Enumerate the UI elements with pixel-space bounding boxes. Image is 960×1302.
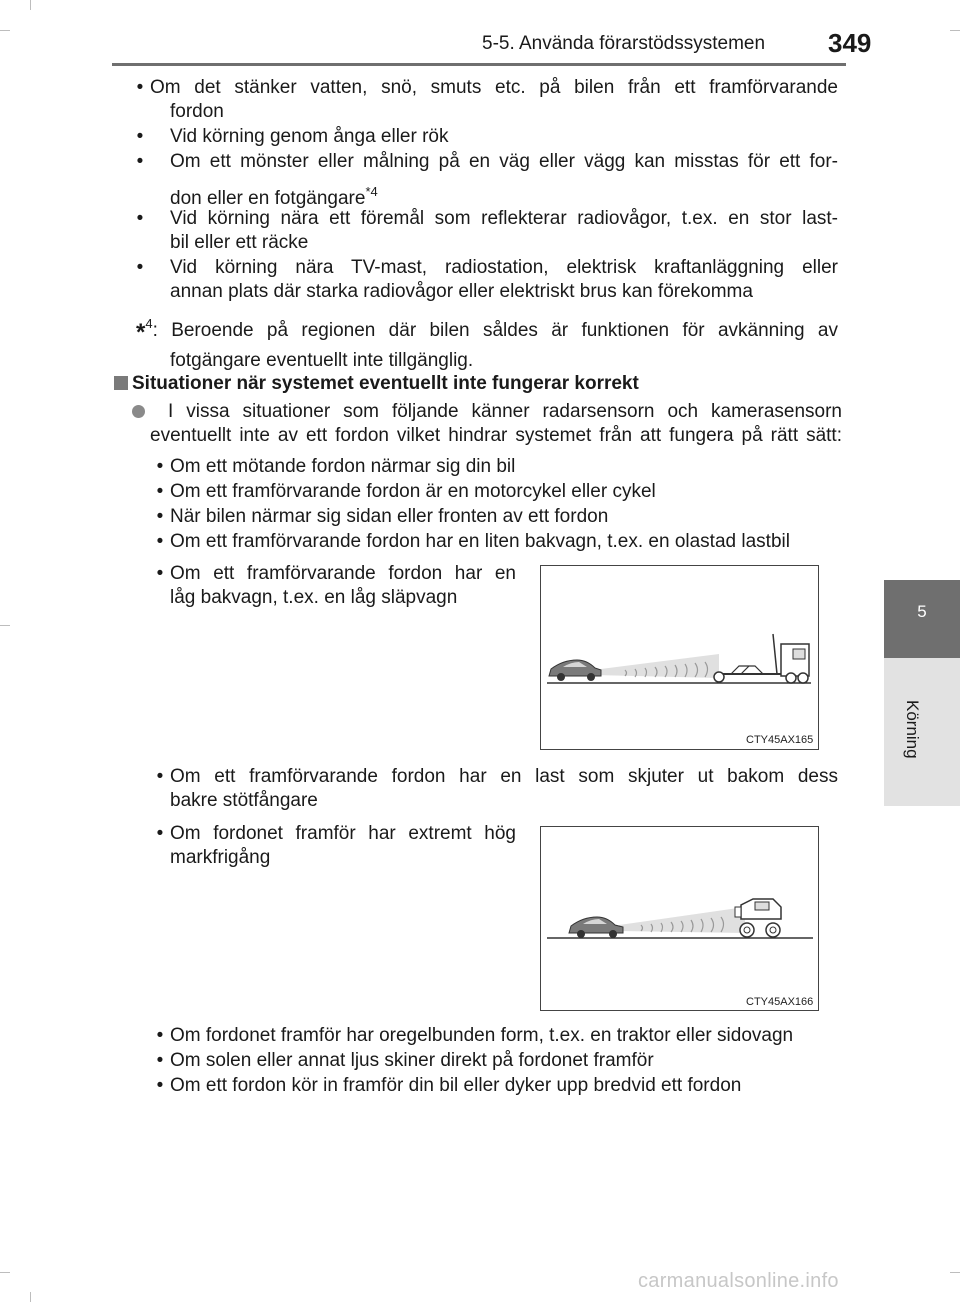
bullet-text: Vid körning nära TV-mast, radiostation, elektrisk kraftanläggning eller (170, 257, 838, 278)
bullet-list (150, 1024, 838, 1099)
footnote-line: fotgängare eventuellt inte tillgänglig. (170, 350, 474, 371)
footnote (136, 312, 838, 373)
bullet-item (150, 480, 838, 505)
bullet-text: don eller en fotgängare (170, 188, 366, 209)
section-heading (114, 372, 639, 396)
crop-mark (0, 30, 10, 31)
figure-code: CTY45AX166 (746, 996, 814, 1008)
bullet-item (136, 150, 838, 211)
crop-mark (950, 1272, 960, 1273)
crop-mark (950, 30, 960, 31)
bullet-item (136, 125, 838, 149)
bullet-text: Om ett framförvarande fordon har en last som skjuter ut bakom dess (170, 766, 838, 787)
figure-high-clearance (540, 826, 819, 1011)
square-bullet-icon (114, 376, 128, 390)
bullet: • (156, 766, 164, 787)
bullet-text: Om solen eller annat ljus skiner direkt på fordonet framför (170, 1050, 654, 1071)
bullet-item (150, 530, 838, 555)
truck-icon (714, 634, 809, 683)
circle-bullet-icon (132, 405, 145, 418)
page-number: 349 (828, 28, 872, 58)
suv-icon (735, 899, 781, 937)
bullet-item (150, 1074, 838, 1099)
crop-mark (30, 0, 31, 10)
watermark: carmanualsonline.info (638, 1270, 839, 1292)
bullet: • (156, 1025, 164, 1046)
bullet: • (156, 1050, 164, 1071)
bullet-text: Om ett mönster eller målning på en väg eller vägg kan misstas för ett for- (170, 151, 838, 172)
bullet: • (136, 151, 144, 172)
crop-mark (0, 625, 10, 626)
bullet-text: När bilen närmar sig sidan eller fronten av ett fordon (170, 506, 609, 527)
figure-low-trailer (540, 565, 819, 750)
bullet-item (150, 505, 838, 530)
footnote-star: * (136, 319, 146, 346)
chapter-tab (884, 580, 960, 658)
intro-line: eventuellt inte av ett fordon vilket hindrar systemet från att fungera på rätt sätt: (150, 425, 842, 446)
section-title: 5-5. Använda förarstödssystemen (482, 33, 766, 54)
bullet-text: Om ett fordon kör in framför din bil eller dyker upp bredvid ett fordon (170, 1075, 742, 1096)
bullet-item (150, 455, 838, 480)
bullet: • (156, 456, 164, 477)
figure-code: CTY45AX165 (746, 734, 814, 746)
footnote-text: : Beroende på regionen där bilen såldes är funktionen för avkänning av (152, 320, 838, 341)
intro-line: I vissa situationer som följande känner radarsensorn och kamerasensorn (168, 401, 842, 422)
low-trailer-illustration (541, 566, 817, 748)
bullet-item (150, 765, 838, 813)
car-icon (549, 660, 601, 681)
bullet-text: markfrigång (170, 847, 271, 868)
bullet: • (156, 823, 164, 844)
bullet-text: Om ett framförvarande fordon är en motorcykel eller cykel (170, 481, 656, 502)
bullet-item (150, 822, 516, 870)
bullet-text: bakre stötfångare (170, 790, 318, 811)
chapter-number: 5 (917, 602, 927, 621)
bullet: • (156, 1075, 164, 1096)
footnote-reference: *4 (365, 184, 378, 199)
intro-paragraph (150, 400, 842, 448)
bullet-text: Om ett framförvarande fordon har en liten bakvagn, t.ex. en olastad lastbil (170, 531, 790, 552)
section-heading-text: Situationer när systemet eventuellt inte fungerar korrekt (132, 373, 639, 394)
bullet-item (150, 562, 516, 610)
bullet-text: fordon (170, 101, 224, 122)
bullet: • (136, 257, 144, 278)
bullet-text: låg bakvagn, t.ex. en låg släpvagn (170, 587, 458, 608)
bullet: • (156, 563, 164, 584)
header-rule (112, 63, 846, 66)
bullet: • (136, 126, 144, 147)
bullet-item (150, 1049, 838, 1074)
bullet-text: Vid körning genom ånga eller rök (170, 126, 449, 147)
high-clearance-illustration (541, 827, 817, 1009)
crop-mark (0, 1272, 10, 1273)
footnote-line (136, 312, 838, 345)
bullet-item (136, 76, 838, 124)
bullet-item (136, 207, 838, 255)
chapter-tab-extension (884, 658, 960, 806)
bullet-list (150, 455, 838, 555)
bullet-text: bil eller ett räcke (170, 232, 309, 253)
crop-mark (30, 1292, 31, 1302)
bullet: • (156, 506, 164, 527)
bullet-text: Om ett mötande fordon närmar sig din bil (170, 456, 516, 477)
bullet: • (136, 77, 144, 98)
chapter-label: Körning (903, 700, 922, 759)
car-icon (569, 917, 623, 938)
bullet: • (156, 531, 164, 552)
bullet: • (136, 208, 144, 229)
bullet-text: Om fordonet framför har extremt hög (170, 823, 516, 844)
bullet-text: Om ett framförvarande fordon har en (170, 563, 516, 584)
footnote-number: 4 (145, 316, 153, 331)
bullet-item (136, 256, 838, 304)
bullet-text: Vid körning nära ett föremål som reflekterar radiovågor, t.ex. en stor last- (170, 208, 838, 229)
bullet-item (150, 1024, 838, 1049)
bullet-text: Om det stänker vatten, snö, smuts etc. på bilen från ett framförvarande (150, 77, 838, 98)
bullet-text: annan plats där starka radiovågor eller elektriskt brus kan förekomma (170, 281, 753, 302)
bullet: • (156, 481, 164, 502)
bullet-text: Om fordonet framför har oregelbunden form, t.ex. en traktor eller sidovagn (170, 1025, 794, 1046)
